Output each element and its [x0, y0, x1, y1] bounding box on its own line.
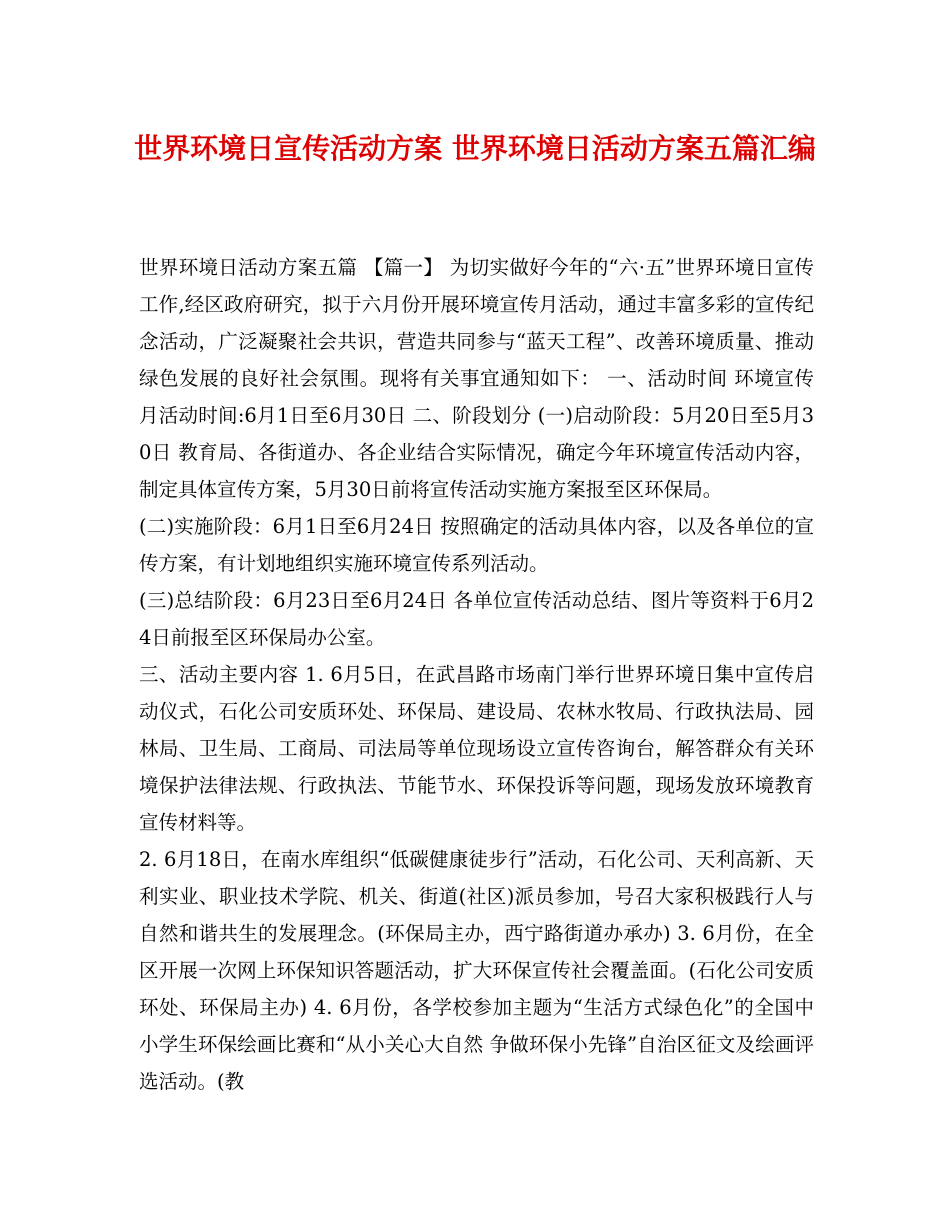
paragraph-implementation-phase: (二)实施阶段：6月1日至6月24日 按照确定的活动具体内容，以及各单位的宣传方案，有计划地组织实施环境宣传系列活动。 — [139, 515, 814, 575]
paragraph-main-content: 三、活动主要内容 1. 6月5日，在武昌路市场南门举行世界环境日集中宣传启动仪式，石化公司安质环处、环保局、建设局、农林水牧局、行政执法局、园林局、卫生局、工商局、司法局等单位现场设立宣传咨询台，解答群众有关环境保护法律法规、行政执法、节能节水、环保投诉等问题，现场发放环境教育宣传材料等。 — [139, 663, 814, 834]
paragraph-summary-phase: (三)总结阶段：6月23日至6月24日 各单位宣传活动总结、图片等资料于6月24日前报至区环保局办公室。 — [139, 589, 814, 649]
document-title: 世界环境日宣传活动方案 世界环境日活动方案五篇汇编 — [134, 132, 816, 165]
document-body — [139, 249, 814, 1100]
paragraph-activities: 2. 6月18日，在南水库组织“低碳健康徒步行”活动，石化公司、天利高新、天利实业、职业技术学院、机关、街道(社区)派员参加，号召大家积极践行人与自然和谐共生的发展理念。(环保局主办，西宁路街道办承办) 3. 6月份，在全区开展一次网上环保知识答题活动，扩大环保宣传社会覆盖面。(石化公司安质环处、环保局主办) 4. 6月份，各学校参加主题为“生活方式绿色化”的全国中小学生环保绘画比赛和“从小关心大自然 争做环保小先锋”自治区征文及绘画评选活动。(教 — [139, 848, 814, 1093]
paragraph-intro: 世界环境日活动方案五篇 【篇一】 为切实做好今年的“六·五”世界环境日宣传工作,经区政府研究，拟于六月份开展环境宣传月活动，通过丰富多彩的宣传纪念活动，广泛凝聚社会共识，营造共同参与“蓝天工程”、改善环境质量、推动绿色发展的良好社会氛围。现将有关事宜通知如下： 一、活动时间 环境宣传月活动时间:6月1日至6月30日 二、阶段划分 (一)启动阶段：5月20日至5月30日 教育局、各街道办、各企业结合实际情况，确定今年环境宣传活动内容，制定具体宣传方案，5月30日前将宣传活动实施方案报至区环保局。 — [139, 256, 814, 501]
